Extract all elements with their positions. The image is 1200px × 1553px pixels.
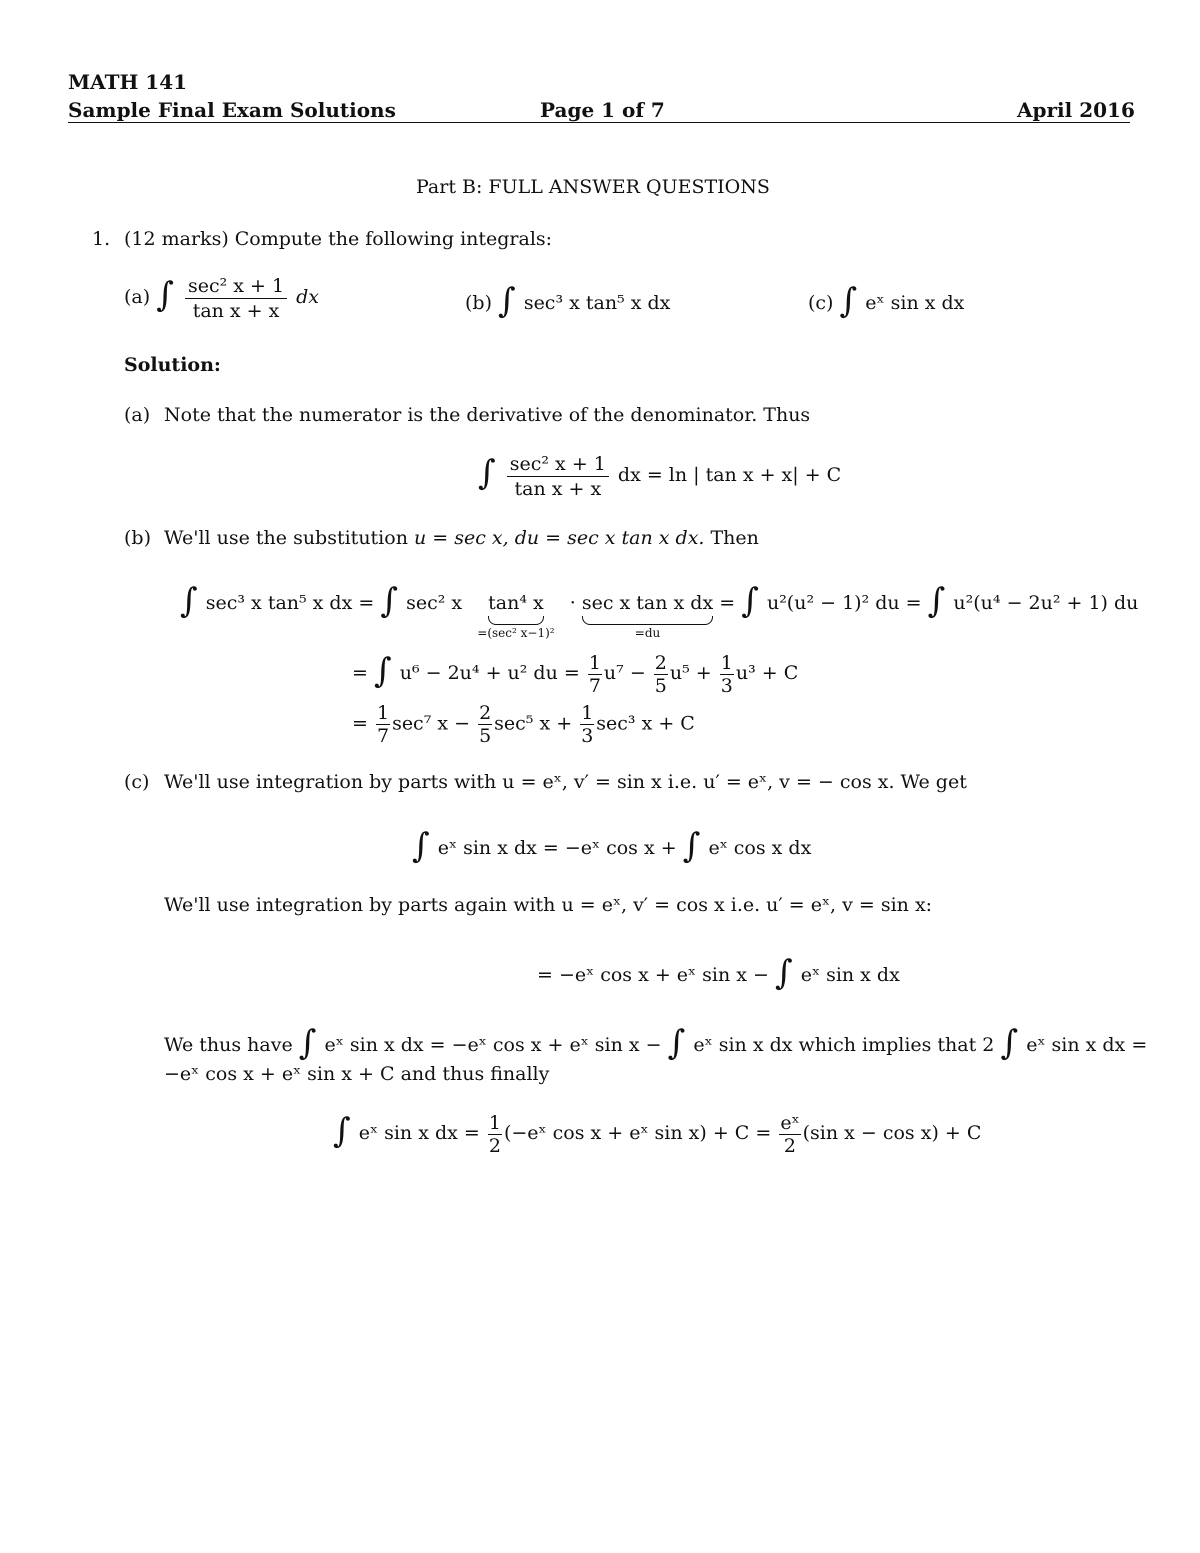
equals: = bbox=[719, 592, 742, 614]
fraction bbox=[580, 702, 594, 747]
solution-b-line-2 bbox=[352, 648, 798, 697]
term: sec⁵ x + bbox=[494, 712, 573, 735]
term: sec⁷ x − bbox=[392, 712, 471, 735]
integral-sign: ∫ bbox=[380, 581, 399, 621]
underbrace-du bbox=[581, 592, 714, 640]
underbrace-term: sec x tan x dx bbox=[581, 592, 714, 614]
expression: eˣ sin x dx = −eˣ cos x + eˣ sin x − bbox=[324, 1034, 662, 1056]
numerator: 1 bbox=[376, 702, 390, 724]
page-number: Page 1 of 7 bbox=[540, 98, 665, 122]
numerator: 1 bbox=[720, 651, 733, 674]
fraction bbox=[376, 702, 390, 747]
denominator: tan x + x bbox=[192, 299, 280, 322]
inline-math: u = sec x, du = sec x tan x dx. bbox=[414, 527, 705, 549]
term: u²(u⁴ − 2u² + 1) du bbox=[953, 592, 1139, 614]
integral-sign: ∫ bbox=[180, 581, 198, 621]
integral-sign: ∫ bbox=[839, 281, 858, 321]
numerator: sec² x + 1 bbox=[507, 452, 609, 477]
header-rule bbox=[68, 122, 1130, 123]
denominator: 3 bbox=[720, 674, 733, 697]
solution-b-label: (b) bbox=[124, 527, 151, 549]
underbrace-tan bbox=[477, 592, 555, 640]
denominator: 7 bbox=[588, 674, 601, 697]
solution-b-line-1 bbox=[180, 578, 1139, 640]
denominator: 2 bbox=[488, 1134, 501, 1157]
fraction bbox=[588, 652, 602, 697]
part-a-label: (a) bbox=[124, 286, 151, 308]
term: sec³ x + C bbox=[596, 712, 695, 735]
numerator: 1 bbox=[488, 1111, 501, 1134]
denominator: 3 bbox=[581, 725, 594, 747]
part-c-label: (c) bbox=[808, 292, 834, 314]
integral-sign: ∫ bbox=[156, 275, 174, 315]
solution-c-equation-2 bbox=[537, 950, 900, 993]
fraction bbox=[488, 1112, 502, 1157]
underbrace-label: =du bbox=[634, 626, 661, 640]
expression: eˣ sin x dx = bbox=[1026, 1034, 1148, 1056]
integral-sign: ∫ bbox=[667, 1023, 686, 1063]
term: u⁷ − bbox=[603, 662, 646, 684]
denominator: 7 bbox=[376, 725, 390, 747]
lhs: sec³ x tan⁵ x dx = bbox=[205, 592, 375, 614]
integral-sign: ∫ bbox=[498, 281, 516, 321]
fraction bbox=[478, 702, 492, 747]
integral-sign: ∫ bbox=[741, 581, 759, 621]
brace bbox=[488, 616, 544, 625]
dot: · bbox=[569, 592, 576, 614]
solution-c-text-3 bbox=[164, 1020, 1148, 1063]
integral-sign: ∫ bbox=[927, 581, 946, 621]
solution-a-text: Note that the numerator is the derivative of the denominator. Thus bbox=[164, 404, 811, 426]
solution-c-text-2: We'll use integration by parts again with u = eˣ, v′ = cos x i.e. u′ = eˣ, v = sin x: bbox=[164, 894, 933, 916]
integral-sign: ∫ bbox=[333, 1111, 351, 1151]
integrand: sec³ x tan⁵ x dx bbox=[523, 292, 671, 314]
solution-b-text bbox=[164, 527, 759, 549]
solution-a-equation bbox=[478, 450, 841, 501]
question-part-c bbox=[808, 278, 965, 321]
fraction bbox=[654, 652, 668, 697]
exam-date: April 2016 bbox=[1017, 98, 1135, 122]
term: u²(u² − 1)² du = bbox=[766, 592, 922, 614]
rhs: eˣ sin x dx bbox=[800, 964, 900, 986]
equals: = bbox=[352, 712, 368, 735]
numerator: sec² x + 1 bbox=[185, 274, 287, 299]
integral-sign: ∫ bbox=[373, 651, 392, 691]
term: (sin x − cos x) + C bbox=[802, 1122, 982, 1144]
question-number: 1. bbox=[92, 228, 111, 250]
question-text: (12 marks) Compute the following integrals: bbox=[124, 228, 553, 250]
text: We'll use the substitution bbox=[164, 527, 408, 549]
solution-c-final-equation bbox=[333, 1108, 981, 1157]
fraction bbox=[507, 452, 609, 501]
underbrace-term: tan⁴ x bbox=[488, 592, 544, 614]
underbrace-label: =(sec² x−1)² bbox=[477, 626, 555, 640]
integral-sign: ∫ bbox=[478, 453, 496, 493]
solution-c-text-4: −eˣ cos x + eˣ sin x + C and thus finally bbox=[164, 1063, 550, 1085]
numerator: 1 bbox=[588, 651, 601, 674]
numerator: 2 bbox=[654, 651, 667, 674]
integrand: eˣ sin x dx bbox=[865, 292, 965, 314]
result: dx = ln | tan x + x| + C bbox=[617, 464, 842, 486]
term: u⁶ − 2u⁴ + u² du = bbox=[399, 662, 580, 684]
equals: = bbox=[352, 662, 368, 684]
document-title: Sample Final Exam Solutions bbox=[68, 98, 396, 122]
term: u³ + C bbox=[735, 662, 799, 684]
solution-a-label: (a) bbox=[124, 404, 151, 426]
question-part-b bbox=[465, 278, 671, 321]
question-part-a bbox=[124, 272, 319, 323]
term: u⁵ + bbox=[669, 662, 712, 684]
integral-sign: ∫ bbox=[298, 1023, 317, 1063]
solution-b-line-3 bbox=[352, 702, 695, 747]
integral-sign: ∫ bbox=[1000, 1023, 1019, 1063]
part-b-label: (b) bbox=[465, 292, 492, 314]
course-code: MATH 141 bbox=[68, 70, 188, 94]
solution-c-label: (c) bbox=[124, 771, 150, 793]
text: We thus have bbox=[164, 1034, 293, 1056]
factor: sec² x bbox=[406, 592, 463, 614]
term: (−eˣ cos x + eˣ sin x) + C = bbox=[503, 1122, 772, 1144]
solution-heading: Solution: bbox=[124, 354, 221, 376]
brace bbox=[582, 616, 713, 625]
lhs: eˣ sin x dx = bbox=[358, 1122, 480, 1144]
rhs: eˣ cos x dx bbox=[708, 837, 812, 859]
text: Then bbox=[710, 527, 759, 549]
numerator: 2 bbox=[479, 702, 492, 724]
fraction bbox=[185, 274, 287, 323]
solution-c-text-1: We'll use integration by parts with u = eˣ, v′ = sin x i.e. u′ = eˣ, v = − cos x. We get bbox=[164, 771, 967, 793]
expression: eˣ sin x dx which implies that 2 bbox=[693, 1034, 995, 1056]
lhs: = −eˣ cos x + eˣ sin x − bbox=[537, 964, 769, 986]
denominator: tan x + x bbox=[514, 477, 602, 500]
integral-sign: ∫ bbox=[412, 826, 430, 866]
fraction bbox=[720, 652, 734, 697]
lhs: eˣ sin x dx = −eˣ cos x + bbox=[437, 837, 677, 859]
denominator: 2 bbox=[783, 1134, 797, 1157]
denominator: 5 bbox=[479, 725, 492, 747]
integral-sign: ∫ bbox=[682, 826, 701, 866]
numerator: 1 bbox=[581, 702, 594, 724]
denominator: 5 bbox=[654, 674, 667, 697]
solution-c-equation-1 bbox=[412, 823, 812, 866]
fraction bbox=[779, 1112, 800, 1157]
numerator: eˣ bbox=[780, 1111, 800, 1134]
part-title: Part B: FULL ANSWER QUESTIONS bbox=[416, 176, 770, 198]
integral-sign: ∫ bbox=[774, 953, 793, 993]
differential: dx bbox=[296, 286, 320, 308]
